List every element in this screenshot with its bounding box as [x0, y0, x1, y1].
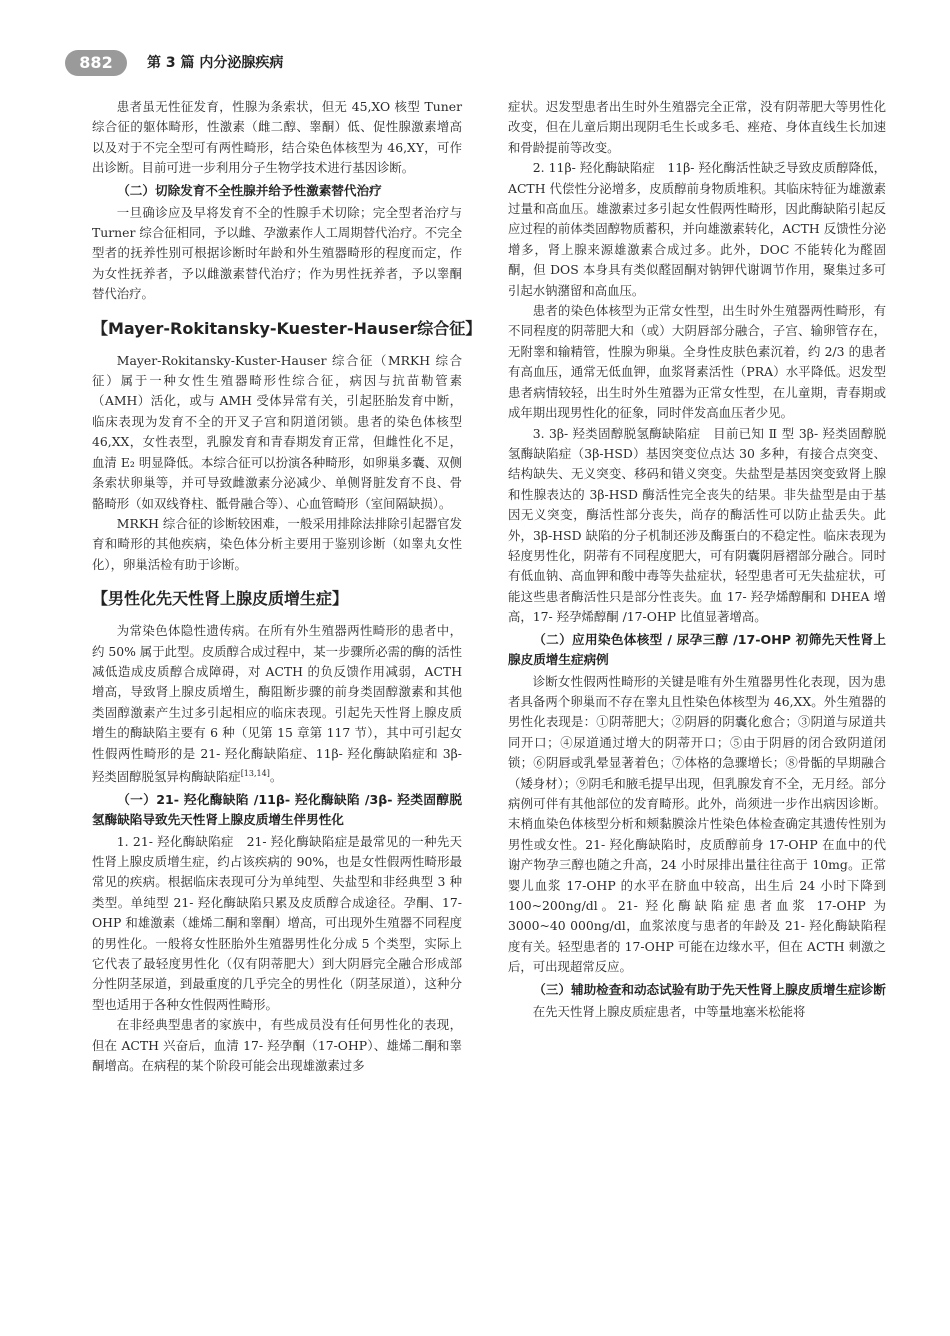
section-heading: 【Mayer-Rokitansky-Kuester-Hauser综合征】	[92, 318, 482, 338]
subsection-heading: （一）21- 羟化酶缺陷 /11β- 羟化酶缺陷 /3β- 羟类固醇脱氢酶缺陷导致先天性肾上腺皮质增生伴男性化	[92, 791, 462, 827]
paragraph: 症状。迟发型患者出生时外生殖器完全正常，没有阴蒂肥大等男性化改变，但在儿童后期出现阴毛生长或多毛、痤疮、身体直线生长加速和骨龄提前等改变。	[508, 99, 886, 155]
citation: [13,14]	[240, 768, 270, 778]
paragraph: 患者的染色体核型为正常女性型，出生时外生殖器两性畸形，有不同程度的阴蒂肥大和（或）大阴唇部分融合，子宫、输卵管存在，无附睾和输精管，性腺为卵巢。全身性皮肤色素沉着，约 2/3 的患者有高血压，通常无低血钾，血浆肾素活性（PRA）水平降低。迟发型患者病情较轻，出生时外生殖器为正常女性型，在儿童期，青春期或成年期出现男性化的征象，同时伴发高血压者少见。	[508, 303, 886, 421]
paragraph-text: 为常染色体隐性遗传病。在所有外生殖器两性畸形的患者中，约 50% 属于此型。皮质醇合成过程中，某一步骤所必需的酶的活性减低造成皮质醇合成障碍，对 ACTH 的负反馈作用减弱，ACTH 增高，导致肾上腺皮质增生，酶阻断步骤的前身类固醇激素和其他类固醇激素产生过多引起相应的临床表现。引起先天性肾上腺皮质增生的酶缺陷主要有 6 种（见第 15 章第 117 节），其中可引起女性假两性畸形的是 21- 羟化酶缺陷症、11β- 羟化酶缺陷症和 3β- 羟类固醇脱氢异构酶缺陷症	[92, 623, 462, 785]
right-column	[508, 97, 886, 1022]
page-number: 882	[65, 50, 127, 76]
paragraph: 2. 11β- 羟化酶缺陷症 11β- 羟化酶活性缺乏导致皮质醇降低，ACTH 代偿性分泌增多，皮质醇前身物质堆积。其临床特征为雄激素过量和高血压。雄激素过多引起女性假两性畸形，因此酶缺陷引起反应过程的前体类固醇物质蓄积，并向雄激素转化，ACTH 反馈性分泌增多，肾上腺来源雄激素合成过多。此外，DOC 不能转化为醛固酮，但 DOS 本身具有类似醛固酮对钠钾代谢调节作用，聚集过多可引起水钠潴留和高血压。	[508, 160, 886, 298]
paragraph: Mayer-Rokitansky-Kuster-Hauser 综合征（MRKH 综合征）属于一种女性生殖器畸形性综合征，病因与抗苗勒管素（AMH）活化，或与 AMH 受体异常有关，引起胚胎发育中断，临床表现为发育不全的开叉子宫和阴道闭锁。患者的染色体核型 46,XX，女性表型，乳腺发育和青春期发育正常，但雌性化不足，血清 E₂ 明显降低。本综合征可以扮演各种畸形，如卵巢多囊、双侧条索状卵巢等，并可导致雌激素分泌减少、单侧肾脏发育不良、骨骼畸形（如双线脊柱、骶骨融合等）、心血管畸形（室间隔缺损）。	[92, 352, 462, 511]
paragraph: 一旦确诊应及早将发育不全的性腺手术切除；完全型者治疗与 Turner 综合征相同，予以雌、孕激素作人工周期替代治疗。不完全型者的抚养性别可根据诊断时年龄和外生殖器畸形的程度而定，作为女性抚养者，予以雌激素替代治疗；作为男性抚养者，予以睾酮替代治疗。	[92, 204, 462, 302]
section-heading: 【男性化先天性肾上腺皮质增生症】	[92, 589, 349, 609]
subsection-heading: （二）应用染色体核型 / 尿孕三醇 /17-OHP 初筛先天性肾上腺皮质增生症病例	[508, 631, 886, 667]
subsection-heading: （三）辅助检查和动态试验有助于先天性肾上腺皮质增生症诊断	[533, 981, 886, 997]
paragraph: 诊断女性假两性畸形的关键是唯有外生殖器男性化表现，因为患者具备两个卵巢而不存在睾丸且性染色体核型为 46,XX。外生殖器的男性化表现是：①阴蒂肥大；②阴唇的阴囊化愈合；③阴道与尿道共同开口；④尿道通过增大的阴蒂开口；⑤由于阴唇的闭合致阴道闭锁；⑥阴唇或乳晕显著着色；⑦体格的急骤增长；⑧骨骺的早期融合（矮身材）；⑨阴毛和腋毛提早出现，但乳腺发育不全，无月经。部分病例可伴有其他部位的发育畸形。此外，尚须进一步作出病因诊断。末梢血染色体核型分析和颊黏膜涂片性染色体检查确定其遗传性别为男性或女性。21- 羟化酶缺陷时，皮质醇前身 17-OHP 在血中的代谢产物孕三醇也随之升高，24 小时尿排出量往往高于 10mg。正常婴儿血浆 17-OHP 的水平在脐血中较高，出生后 24 小时下降到 100~200ng/dl。21- 羟化酶缺陷症患者血浆 17-OHP 为 3000~40 000ng/dl，血浆浓度与患者的年龄及 21- 羟化酶缺陷程度有关。轻型患者的 17-OHP 可能在边缘水平，但在 ACTH 刺激之后，可出现超常反应。	[508, 673, 886, 975]
paragraph: MRKH 综合征的诊断较困难，一般采用排除法排除引起器官发育和畸形的其他疾病，染色体分析主要用于鉴别诊断（如睾丸女性化），卵巢活检有助于诊断。	[92, 515, 462, 572]
paragraph	[92, 621, 462, 787]
paragraph: 在先天性肾上腺皮质症患者，中等量地塞米松能将	[532, 1003, 806, 1019]
subsection-heading: （二）切除发育不全性腺并给予性激素替代治疗	[117, 182, 382, 198]
paragraph: 3. 3β- 羟类固醇脱氢酶缺陷症 目前已知 Ⅱ 型 3β- 羟类固醇脱氢酶缺陷症（3β-HSD）基因突变位点达 30 多种，有接合点突变、结构缺失、无义突变、移码和错义突变。失盐型是基因突变致肾上腺和性腺表达的 3β-HSD 酶活性完全丧失的结果。非失盐型是由于基因无义突变，酶活性部分丧失，尚存的酶活性可以防止盐丢失。此外，3β-HSD 缺陷的分子机制还涉及酶蛋白的不稳定性。临床表现为轻度男性化，阴蒂有不同程度肥大，可有阴囊阴唇褶部分融合。同时有低血钠、高血钾和酸中毒等失盐症状，轻型患者可无失盐症状，可能这些患者酶活性只是部分性丧失。血 17- 羟孕烯醇酮和 DHEA 增高，17- 羟孕烯醇酮 /17-OHP 比值显著增高。	[508, 425, 886, 625]
chapter-title: 第 3 篇 内分泌腺疾病	[147, 55, 284, 71]
paragraph-end: 。	[269, 769, 283, 785]
left-column	[92, 97, 482, 1076]
page-header	[65, 48, 905, 78]
paragraph: 1. 21- 羟化酶缺陷症 21- 羟化酶缺陷症是最常见的一种先天性肾上腺皮质增生症，约占该疾病的 90%，也是女性假两性畸形最常见的疾病。根据临床表现可分为单纯型、失盐型和非经典型 3 种类型。单纯型 21- 羟化酶缺陷只累及皮质醇合成途径。孕酮、17-OHP 和雄激素（雄烯二酮和睾酮）增高，可出现外生殖器不同程度的男性化。一般将女性胚胎外生殖器男性化分成 5 个类型，实际上它代表了最轻度男性化（仅有阴蒂肥大）到大阴唇完全融合形成部分性阴茎尿道，到最重度的几乎完全的男性化（阴茎尿道），这种分型也适用于各种女性假两性畸形。	[92, 833, 462, 1012]
paragraph: 患者虽无性征发育，性腺为条索状，但无 45,XO 核型 Tuner 综合征的躯体畸形，性激素（雌二醇、睾酮）低、促性腺激素增高以及对于不完全型可有两性畸形，结合染色体核型为 46,XY，可作出诊断。目前可进一步利用分子生物学技术进行基因诊断。	[92, 99, 462, 176]
paragraph: 在非经典型患者的家族中，有些成员没有任何男性化的表现，但在 ACTH 兴奋后，血清 17- 羟孕酮（17-OHP）、雄烯二酮和睾酮增高。在病程的某个阶段可能会出现雄激素过多	[92, 1017, 462, 1073]
